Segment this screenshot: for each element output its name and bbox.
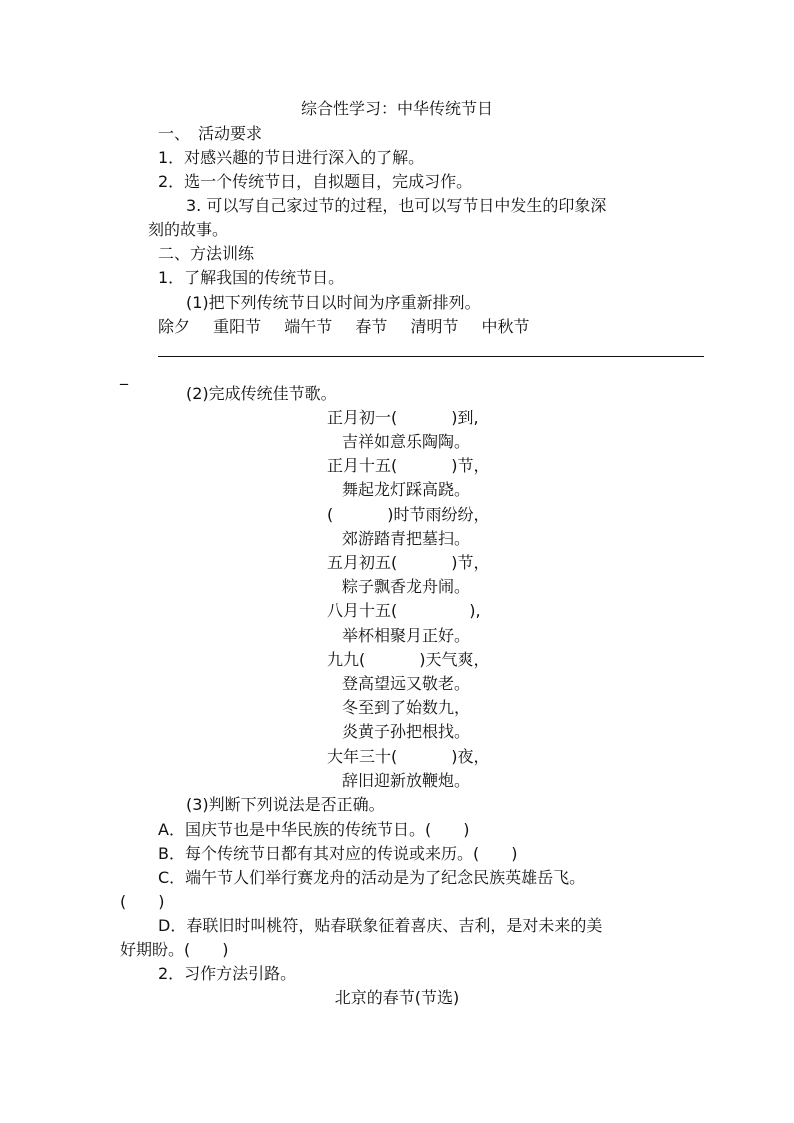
song-line-9: 八月十五( ),: [327, 601, 481, 620]
song-line-10: 举杯相聚月正好。: [342, 626, 471, 645]
song-line-2: 吉祥如意乐陶陶。: [342, 432, 471, 451]
section1-item-2: 2．选一个传统节日，自拟题目，完成习作。: [158, 172, 473, 191]
song-line-16: 辞旧迎新放鞭炮。: [342, 771, 471, 790]
judge-c-answer: ( ): [120, 892, 165, 911]
judge-c: C．端午节人们举行赛龙舟的活动是为了纪念民族英雄岳飞。: [158, 868, 586, 887]
song-line-1: 正月初一( )到,: [327, 408, 479, 427]
judge-b: B．每个传统节日都有其对应的传说或来历。( ): [158, 844, 518, 863]
song-line-3: 正月十五( )节，: [327, 456, 490, 475]
question-3: (3)判断下列说法是否正确。: [186, 795, 385, 814]
page-title: 综合性学习：中华传统节日: [300, 99, 493, 118]
festival-item: 除夕: [158, 317, 191, 336]
section1-item-3-cont: 刻的故事。: [148, 220, 229, 239]
festival-item: 清明节: [410, 317, 459, 336]
answer-line-tail: _: [120, 366, 128, 385]
festival-item: 端午节: [284, 317, 333, 336]
section2-item-2: 2．习作方法引路。: [158, 964, 297, 983]
song-line-7: 五月初五( )节，: [327, 553, 490, 572]
festival-item: 重阳节: [213, 317, 262, 336]
song-line-6: 郊游踏青把墓扫。: [342, 529, 471, 548]
song-line-5: ( )时节雨纷纷，: [327, 505, 490, 524]
section1-item-3: 3. 可以写自己家过节的过程，也可以写节日中发生的印象深: [186, 196, 607, 215]
section2-heading: 二、方法训练: [158, 244, 255, 263]
answer-line: [158, 356, 704, 357]
song-line-13: 冬至到了始数九，: [342, 698, 471, 717]
song-line-11: 九九( )天气爽，: [327, 650, 490, 669]
festival-list: [158, 317, 530, 337]
judge-d: D．春联旧时叫桃符，贴春联象征着喜庆、吉利，是对未来的美: [158, 916, 603, 935]
song-line-14: 炎黄子孙把根找。: [342, 722, 471, 741]
article-title: 北京的春节(节选): [334, 988, 460, 1007]
question-2: (2)完成传统佳节歌。: [186, 384, 337, 403]
song-line-4: 舞起龙灯踩高跷。: [342, 480, 471, 499]
song-line-15: 大年三十( )夜，: [327, 747, 490, 766]
song-line-12: 登高望远又敬老。: [342, 674, 471, 693]
judge-d-cont: 好期盼。( ): [120, 940, 229, 959]
song-line-8: 粽子飘香龙舟闹。: [342, 577, 471, 596]
festival-item: 中秋节: [481, 317, 530, 336]
festival-item: 春节: [355, 317, 388, 336]
judge-a: A．国庆节也是中华民族的传统节日。( ): [158, 820, 470, 839]
question-1: (1)把下列传统节日以时间为序重新排列。: [186, 293, 481, 312]
section2-item-1: 1．了解我国的传统节日。: [158, 268, 345, 287]
section1-heading: 一、 活动要求: [158, 124, 263, 143]
section1-item-1: 1．对感兴趣的节日进行深入的了解。: [158, 148, 425, 167]
